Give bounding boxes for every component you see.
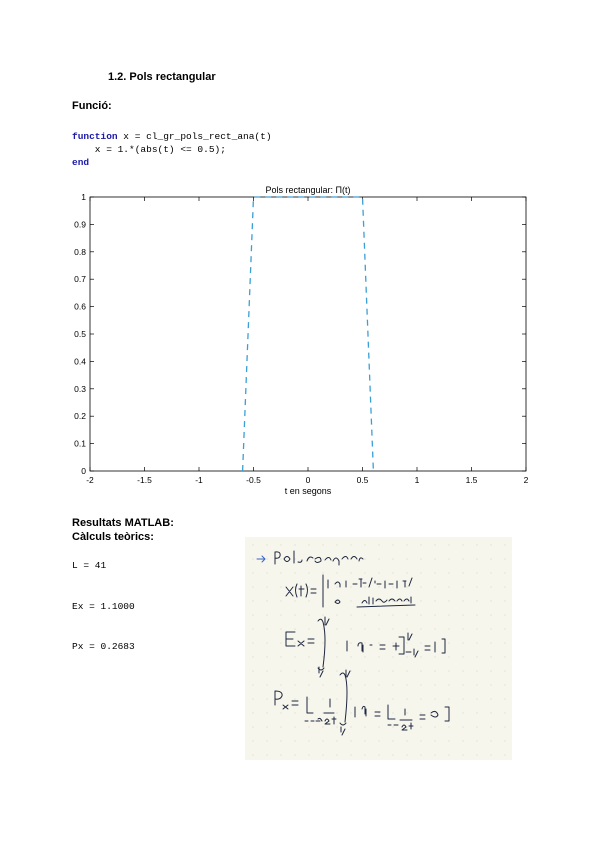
- y-tick-label: 0.9: [74, 219, 86, 230]
- result-L: L = 41: [72, 560, 107, 571]
- y-tick-label: 0.8: [74, 246, 86, 257]
- x-tick-label: 0.5: [356, 475, 369, 485]
- y-tick-label: 0.4: [74, 356, 86, 367]
- code-line-2: x = 1.*(abs(t) <= 0.5);: [72, 144, 226, 155]
- x-tick-label: 1.5: [465, 475, 478, 485]
- code-line-1: x = cl_gr_pols_rect_ana(t): [117, 131, 272, 142]
- x-tick-label: -1: [195, 475, 203, 485]
- result-Px: Px = 0.2683: [72, 641, 135, 652]
- section-title: 1.2. Pols rectangular: [108, 71, 216, 83]
- matlab-results-heading: Resultats MATLAB:: [72, 517, 174, 529]
- plot-axes-box: [90, 197, 526, 471]
- code-block: [72, 130, 272, 169]
- code-keyword-end: end: [72, 157, 90, 168]
- code-keyword-function: function: [72, 131, 118, 142]
- y-tick-label: 0.6: [74, 301, 86, 312]
- y-tick-label: 1: [81, 192, 86, 202]
- result-Ex: Ex = 1.1000: [72, 601, 135, 612]
- handwritten-note: [245, 537, 512, 760]
- y-tick-label: 0: [81, 466, 86, 476]
- y-tick-label: 0.1: [74, 438, 86, 449]
- function-heading: Funció:: [72, 100, 112, 112]
- y-tick-label: 0.7: [74, 274, 86, 285]
- chart-title: Pols rectangular: Π(t): [265, 185, 351, 195]
- x-tick-label: 2: [523, 475, 529, 485]
- x-tick-label: -0.5: [246, 475, 261, 485]
- note-background: [245, 537, 512, 760]
- x-tick-label: 0: [305, 475, 311, 485]
- x-tick-label: -1.5: [137, 475, 152, 485]
- x-tick-label: -2: [86, 475, 94, 485]
- y-tick-label: 0.2: [74, 411, 86, 422]
- y-tick-label: 0.3: [74, 383, 86, 394]
- x-axis-label: t en segons: [284, 486, 332, 496]
- rect-pulse-plot: [62, 182, 542, 502]
- theory-heading: Càlculs teòrics:: [72, 531, 154, 543]
- results-heading: [72, 516, 174, 544]
- x-tick-label: 1: [414, 475, 420, 485]
- y-tick-label: 0.5: [74, 329, 86, 339]
